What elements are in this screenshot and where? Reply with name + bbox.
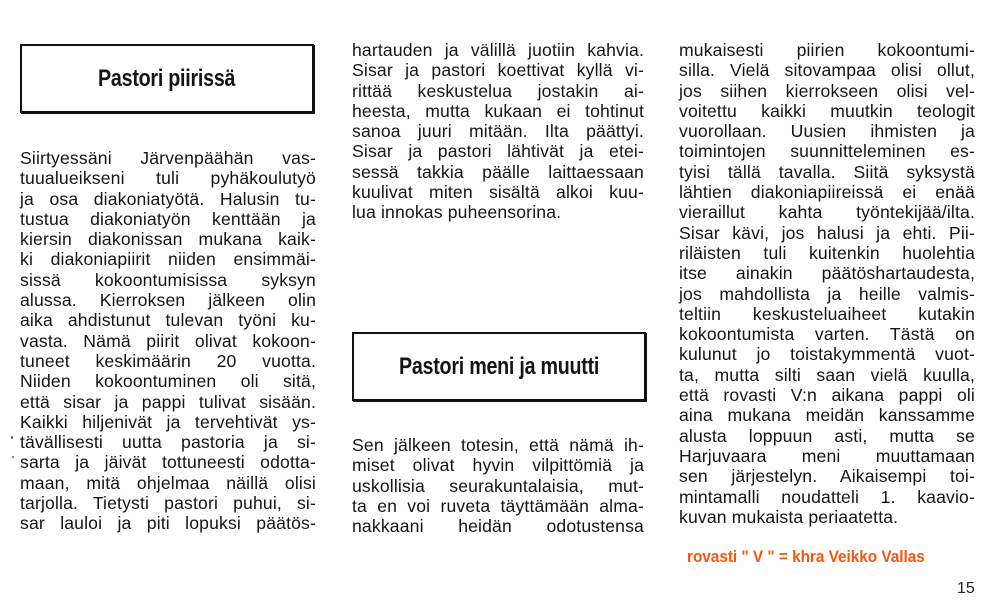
- text-line: voitettu kaikki muutkin teologit: [679, 100, 975, 121]
- text-line: jos mahdollista ja heille valmis-: [679, 283, 975, 304]
- text-line: kulunut jo toistakymmentä vuot-: [679, 344, 975, 365]
- text-line: rittää keskustelua jostakin ai-: [352, 80, 644, 101]
- text-line: Sisar ja pastori lähtivät ja etei-: [352, 141, 644, 162]
- text-line: lähtien diakoniapiireissä ei enää: [679, 182, 975, 203]
- text-line: itse ainakin päätöshartaudesta,: [679, 263, 975, 284]
- text-line: alussa. Kierroksen jälkeen olin: [20, 290, 316, 311]
- scan-speck: [11, 436, 13, 439]
- text-line: ta, mutta silti saan vielä kuulla,: [679, 364, 975, 385]
- text-line: maan, mitä ohjelmaa näillä olisi: [20, 472, 316, 493]
- text-line: kiersin diakonissan mukana kaik-: [20, 229, 316, 250]
- text-line: toimintojen suunnitteleminen es-: [679, 141, 975, 162]
- text-line: sessä takkia päälle laittaessaan: [352, 161, 644, 182]
- text-line: hartauden ja välillä juotiin kahvia.: [352, 40, 644, 60]
- text-line: tustua diakoniatyön kenttään ja: [20, 208, 316, 229]
- text-column-3: [679, 40, 975, 527]
- text-line: vieraillut kahta työntekijää/ilta.: [679, 202, 975, 223]
- text-line: Sisar ja pastori koettivat kyllä vi-: [352, 60, 644, 81]
- text-line: tuneet keskimäärin 20 vuotta.: [20, 350, 316, 371]
- text-line: riläisten tuli kuitenkin huolehtia: [679, 242, 975, 263]
- text-line: aika ahdistunut tulevan työni ku-: [20, 310, 316, 331]
- text-line: nakkaani heidän odotustensa: [352, 516, 644, 537]
- scan-speck: [12, 456, 14, 458]
- text-line: Kaikki hiljenivät ja tervehtivät ys-: [20, 411, 316, 432]
- text-line: tuualueikseni tuli pyhäkoulutyö: [20, 168, 316, 189]
- heading-box-pastori-piirissa: [20, 44, 314, 113]
- text-line: Siirtyessäni Järvenpäähän vas-: [20, 148, 316, 168]
- text-line: sen järjestelyn. Aikaisempi toi-: [679, 466, 975, 487]
- text-line: sar lauloi ja piti lopuksi päätös-: [20, 513, 316, 534]
- text-line: alusta loppuun asti, mutta se: [679, 425, 975, 446]
- text-line: lua innokas puheensorina.: [352, 202, 562, 223]
- text-line: teltiin keskusteluaiheet kutakin: [679, 303, 975, 324]
- section-heading-1: Pastori piirissä: [98, 64, 236, 92]
- text-line: ta en voi ruveta täyttämään alma-: [352, 495, 644, 516]
- handwritten-annotation: rovasti " V " = khra Veikko Vallas: [687, 547, 925, 566]
- text-line: että sisar ja pappi tulivat sisään.: [20, 391, 316, 412]
- text-line: ja osa diakoniatyötä. Halusin tu-: [20, 188, 316, 209]
- text-line: vasta. Nämä piirit olivat kokoon-: [20, 330, 316, 351]
- text-column-1: [20, 148, 316, 534]
- text-line: tarjolla. Tietysti pastori puhui, si-: [20, 493, 316, 514]
- text-line: Sen jälkeen totesin, että nämä ih-: [352, 435, 644, 455]
- text-line: tävällisesti uutta pastoria ja si-: [20, 432, 316, 453]
- text-column-2-top: [352, 40, 644, 223]
- text-line: aina mukana meidän kanssamme: [679, 405, 975, 426]
- text-line: mukaisesti piirien kokoontumi-: [679, 40, 975, 60]
- heading-box-pastori-meni-ja-muutti: [352, 332, 646, 401]
- text-line: miset olivat hyvin vilpittömiä ja: [352, 455, 644, 476]
- section-heading-2: Pastori meni ja muutti: [398, 352, 600, 380]
- text-line: mintamalli noudatteli 1. kaavio-: [679, 486, 975, 507]
- text-line: sarta ja jäivät tottuneesti odotta-: [20, 452, 316, 473]
- text-line: sissä kokoontumisissa syksyn: [20, 269, 316, 290]
- text-line: Sisar kävi, jos halusi ja ehti. Pii-: [679, 222, 975, 243]
- text-column-2-bottom: [352, 435, 644, 536]
- text-line: uskollisia seurakuntalaisia, mut-: [352, 475, 644, 496]
- text-line: että rovasti V:n aikana pappi oli: [679, 385, 975, 406]
- text-line: heesta, mutta kukaan ei tohtinut: [352, 100, 644, 121]
- text-line: ki diakoniapiirit niiden ensimmäi-: [20, 249, 316, 270]
- page-number: 15: [957, 580, 975, 597]
- text-line: kuvan mukaista periaatetta.: [679, 506, 899, 527]
- text-line: Harjuvaara meni muuttamaan: [679, 445, 975, 466]
- text-line: sanoa juuri mitään. Ilta päättyi.: [352, 121, 644, 142]
- text-line: tyisi tällä tavalla. Siitä syksystä: [679, 161, 975, 182]
- text-line: vuorollaan. Uusien ihmisten ja: [679, 121, 975, 142]
- text-line: kuulivat miten sisältä alkoi kuu-: [352, 182, 644, 203]
- text-line: kokoontumista varten. Tästä on: [679, 324, 975, 345]
- text-line: silla. Vielä sitovampaa olisi ollut,: [679, 60, 975, 81]
- text-line: jos siihen kierrokseen olisi vel-: [679, 80, 975, 101]
- text-line: Niiden kokoontuminen oli sitä,: [20, 371, 316, 392]
